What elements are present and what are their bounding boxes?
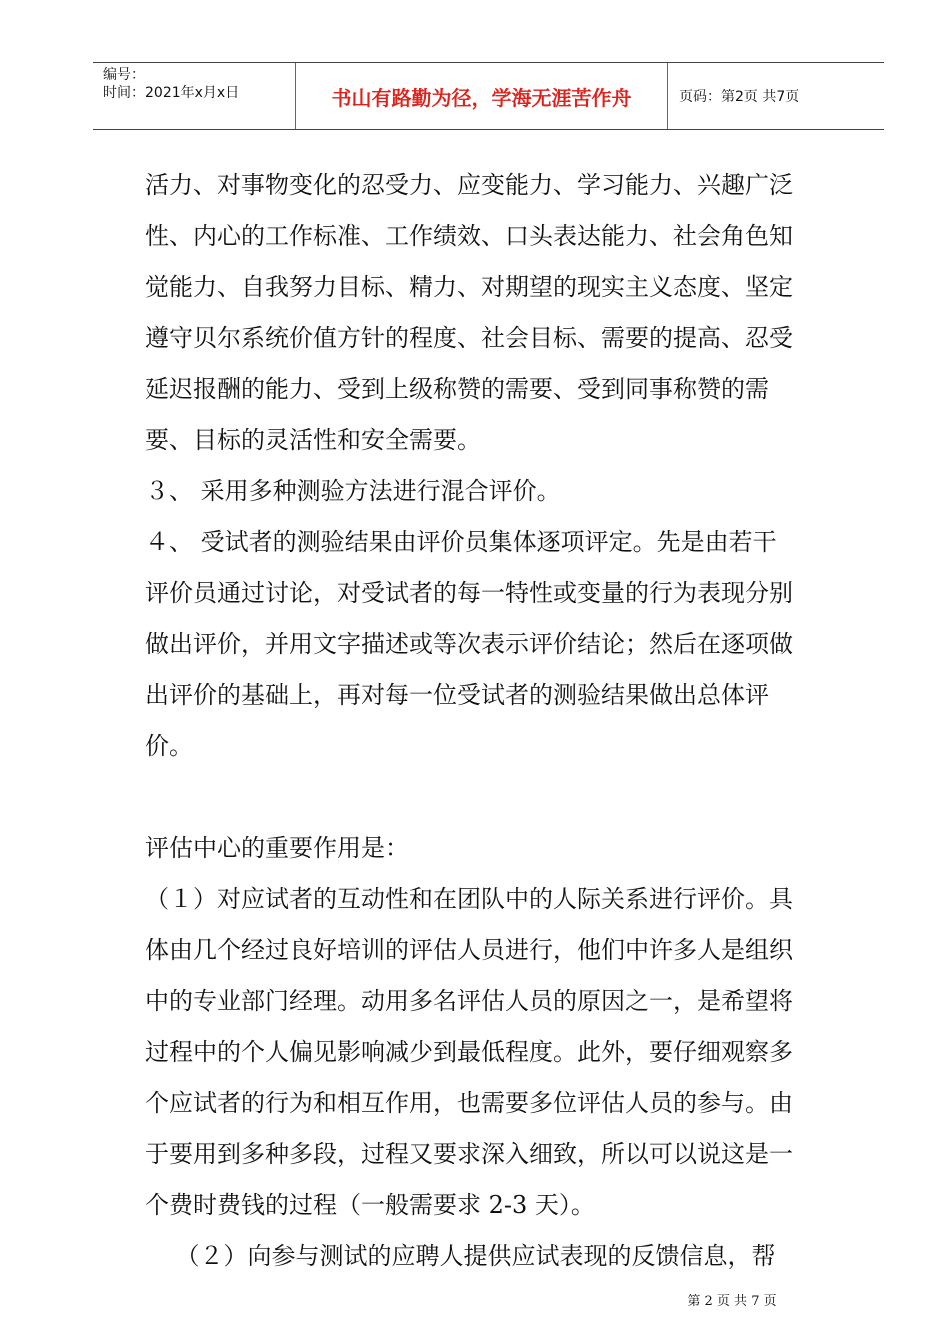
body-line: 延迟报酬的能力、受到上级称赞的需要、受到同事称赞的需 (145, 375, 769, 403)
body-line: 做出评价，并用文字描述或等次表示评价结论；然后在逐项做 (145, 630, 793, 658)
body-line: 要、目标的灵活性和安全需要。 (145, 426, 481, 454)
footer-page-number: 第 2 页 共 7 页 (687, 1294, 777, 1309)
document-header (93, 62, 884, 130)
body-line: 觉能力、自我努力目标、精力、对期望的现实主义态度、坚定 (145, 273, 793, 301)
body-line: 于要用到多种多段，过程又要求深入细致，所以可以说这是一 (145, 1140, 793, 1168)
page-footer (0, 1290, 950, 1309)
section-heading: 评估中心的重要作用是： (145, 834, 409, 862)
body-line: 出评价的基础上，再对每一位受试者的测验结果做出总体评 (145, 681, 769, 709)
body-line: 评价员通过讨论，对受试者的每一特性或变量的行为表现分别 (145, 579, 793, 607)
header-meta (93, 63, 296, 129)
header-page-info-cell (668, 63, 884, 129)
body-line: 体由几个经过良好培训的评估人员进行，他们中许多人是组织 (145, 936, 793, 964)
document-time-label: 时间：2021年x月x日 (103, 85, 240, 101)
body-line: 遵守贝尔系统价值方针的程度、社会目标、需要的提高、忍受 (145, 324, 793, 352)
body-line: 中的专业部门经理。动用多名评估人员的原因之一，是希望将 (145, 987, 793, 1015)
body-line: 价。 (145, 732, 193, 760)
body-line: 过程中的个人偏见影响减少到最低程度。此外，要仔细观察多 (145, 1038, 793, 1066)
document-number-label: 编号： (103, 67, 145, 83)
body-line: （２）向参与测试的应聘人提供应试表现的反馈信息，帮 (145, 1242, 776, 1270)
body-line: 个应试者的行为和相互作用，也需要多位评估人员的参与。由 (145, 1089, 793, 1117)
header-page-info: 页码：第2页 共7页 (679, 89, 800, 105)
body-line: 活力、对事物变化的忍受力、应变能力、学习能力、兴趣广泛 (145, 171, 793, 199)
list-item-3: ３、 采用多种测验方法进行混合评价。 (145, 477, 561, 505)
body-line: （１）对应试者的互动性和在团队中的人际关系进行评价。具 (145, 885, 793, 913)
body-line: 个费时费钱的过程（一般需要求 2-3 天）。 (145, 1191, 595, 1219)
list-item-4: ４、 受试者的测验结果由评价员集体逐项评定。先是由若干 (145, 528, 777, 556)
blank-line (145, 772, 845, 823)
header-motto-cell (296, 63, 668, 129)
header-motto: 书山有路勤为径，学海无涯苦作舟 (331, 85, 632, 110)
body-line: 性、内心的工作标准、工作绩效、口头表达能力、社会角色知 (145, 222, 793, 250)
document-body (145, 160, 845, 1282)
